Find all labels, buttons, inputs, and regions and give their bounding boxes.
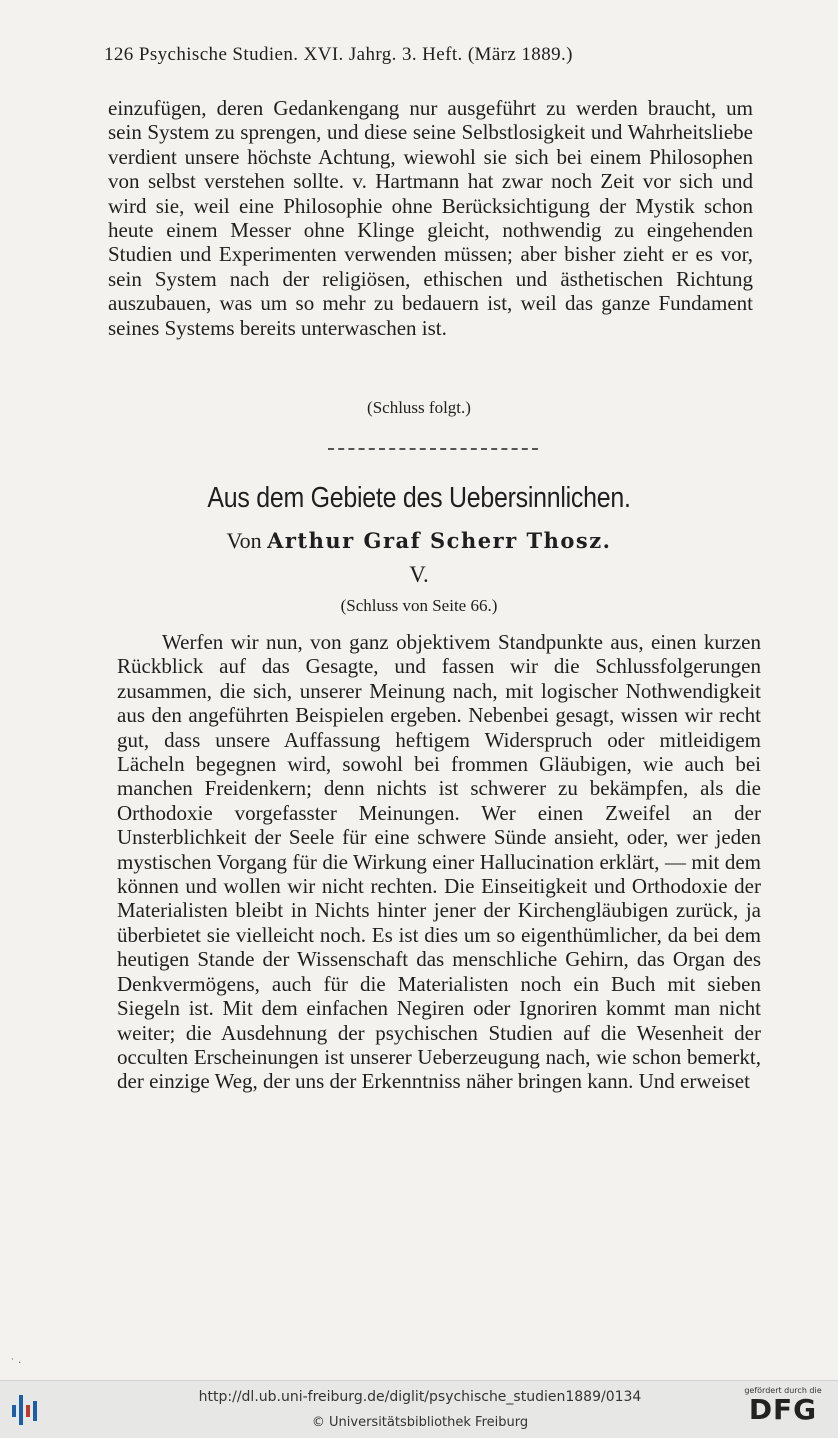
permalink-url[interactable]: http://dl.ub.uni-freiburg.de/diglit/psychische_studien1889/0134 — [198, 1389, 642, 1405]
viewer-footer — [0, 1380, 838, 1438]
paragraph-2: Werfen wir nun, von ganz objektivem Standpunkte aus, einen kurzen Rückblick auf das Gesagte, und fassen wir die Schlussfolgerungen zusammen, die sich, unserer Meinung nach, mit logischer Nothwendigkeit aus den angeführten Beispielen ergeben. Nebenbei gesagt, wissen wir recht gut, dass unsere Auffassung heftigem Widerspruch oder mitleidigem Lächeln begegnen wird, sowohl bei frommen Gläubigen, wie auch bei manchen Freidenkern; denn nichts ist schwerer zu bekämpfen, als die Orthodoxie vorgefasster Meinungen. Wer einen Zweifel an der Unsterblichkeit der Seele für eine schwere Sünde ansieht, oder, wer jeden mystischen Vorgang für die Wirkung einer Hallucination erklärt, — mit dem können und wollen wir nicht rechten. Die Einseitigkeit und Orthodoxie der Materialisten bleibt in Nichts hinter jener der Kirchengläubigen zurück, ja überbietet sie vielleicht noch. Es ist dies um so eigenthümlicher, da bei dem heutigen Stande der Wissenschaft das menschliche Gehirn, das Organ des Denkvermögens, auch für die Materialisten noch ein Buch mit sieben Siegeln ist. Mit dem einfachen Negiren oder Ignoriren kommt man nicht weiter; die Ausdehnung der psychischen Studien auf die Wesenheit der occulten Erscheinungen ist unserer Ueberzeugung nach, wie schon bemerkt, der einzige Weg, der uns der Erkenntniss näher bringen kann. Und erweiset — [117, 630, 761, 1094]
byline-prefix: Von — [226, 528, 262, 553]
scan-specks: ˙ · — [10, 1358, 22, 1369]
continued-note: (Schluss von Seite 66.) — [340, 596, 498, 615]
sponsor-note: gefördert durch die — [744, 1386, 822, 1395]
ub-freiburg-logo-icon — [10, 1391, 42, 1427]
section-separator — [328, 448, 538, 450]
dfg-logo-icon: DFG — [748, 1393, 818, 1426]
running-head: 126 Psychische Studien. XVI. Jahrg. 3. Heft. (März 1889.) — [104, 44, 573, 65]
byline — [0, 528, 838, 554]
article-title: Aus dem Gebiete des Uebersinnlichen. — [207, 482, 631, 514]
copyright-notice: © Universitätsbibliothek Freiburg — [311, 1415, 529, 1430]
sponsor-badge — [735, 1386, 831, 1425]
paragraph-1: einzufügen, deren Gedankengang nur ausgeführt zu werden braucht, um sein System zu sprengen, und diese seine Selbstlosigkeit und Wahrheitsliebe verdient unsere höchste Achtung, wiewohl sie sich bei einem Philosophen von selbst verstehen sollte. v. Hartmann hat zwar noch Zeit vor sich und wird sie, weil eine Philosophie ohne Berücksichtigung der Mystik schon heute einem Messer ohne Klinge gleicht, nothwendig zu eingehenden Studien und Experimenten verwenden müssen; aber bisher zieht er es vor, sein System nach der religiösen, ethischen und ästhetischen Richtung auszubauen, was um so mehr zu bedauern ist, weil das ganze Fundament seines Systems bereits unterwaschen ist. — [108, 96, 753, 340]
author-name: Arthur Graf Scherr Thosz. — [267, 528, 612, 553]
part-number: V. — [409, 562, 429, 587]
closing-note: (Schluss folgt.) — [367, 398, 471, 417]
